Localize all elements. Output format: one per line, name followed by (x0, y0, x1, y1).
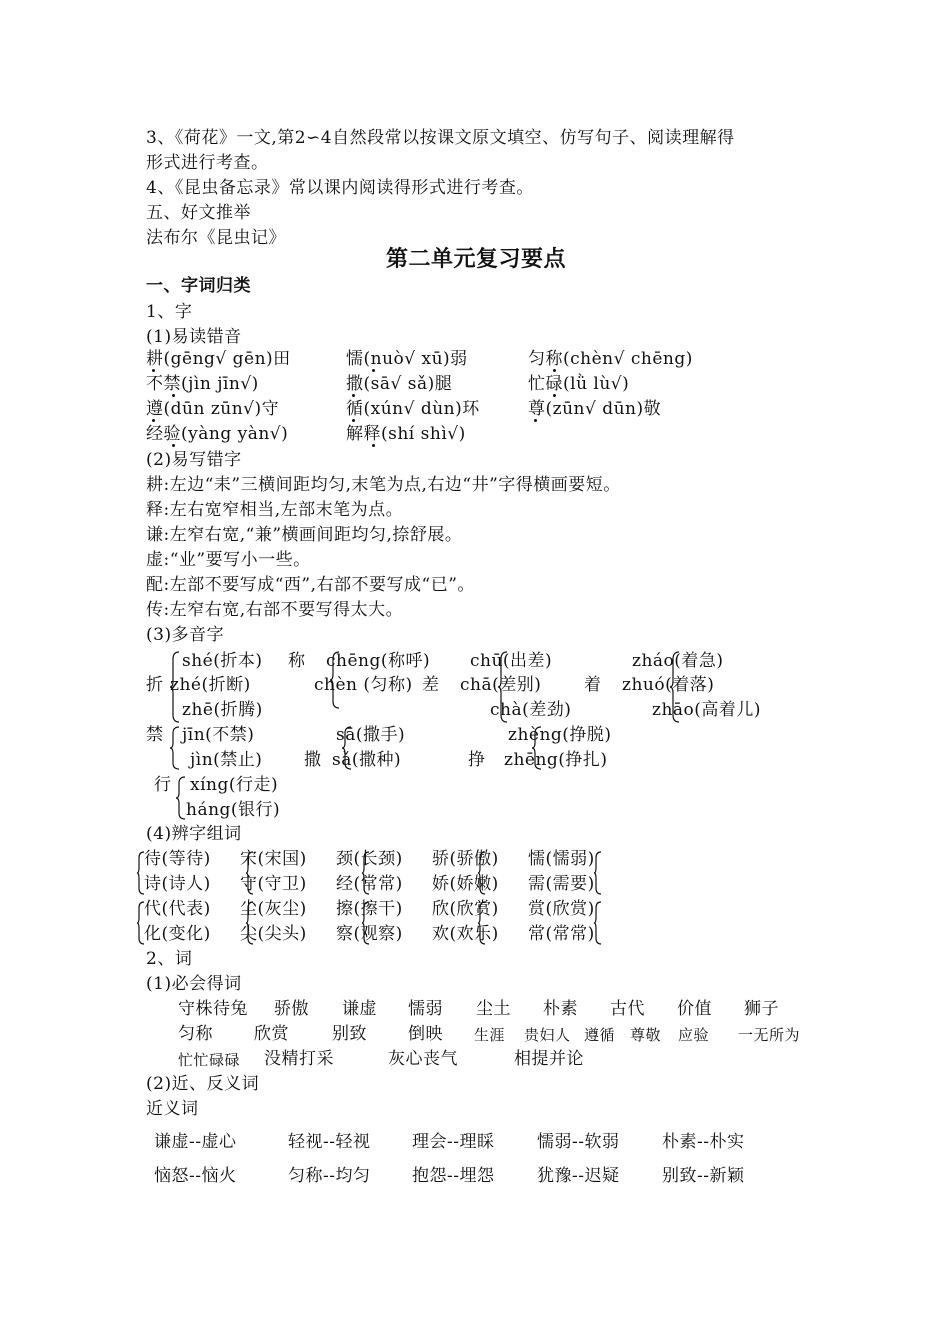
word-pair-item: 待(等待) (144, 849, 211, 869)
vocab-word: 灰心丧气 (388, 1049, 458, 1069)
page-title: 第二单元复习要点 (386, 247, 567, 272)
brace-icon (594, 901, 602, 945)
word-pair-item: 守(守卫) (240, 874, 307, 894)
intro-item-3-cont: 形式进行考查。 (146, 153, 269, 173)
synonym-subheading: 近义词 (146, 1099, 199, 1119)
word-pair-item: 诗(诗人) (144, 874, 211, 894)
vocab-word: 守株待兔 (178, 999, 248, 1019)
vocab-word: 骄傲 (274, 999, 309, 1019)
polyphone-reading: zhé(折断) (170, 675, 251, 695)
polyphone-reading: chū(出差) (470, 651, 553, 671)
miswritten-line: 配:左部不要写成“西”,右部不要写成“已”。 (146, 575, 475, 595)
word-pair-item: 经(常常) (336, 874, 403, 894)
pronunciation-item: 解释(shí shì√) (346, 424, 466, 444)
polyphone-reading: chēng(称呼) (326, 651, 431, 671)
polyphone-reading: xíng(行走) (190, 775, 279, 795)
brace-icon (170, 726, 180, 770)
miswritten-line: 虚:“业”要写小一些。 (146, 550, 311, 570)
vocab-word: 应验 (678, 1026, 710, 1044)
vocab-word: 懦弱 (408, 999, 443, 1019)
emphasis-dot (172, 444, 175, 447)
synonym-pair: 别致--新颖 (662, 1166, 745, 1186)
synonym-pair: 恼怒--恼火 (154, 1166, 237, 1186)
polyphone-reading: zhēng(挣扎) (504, 750, 608, 770)
word-pair-item: 骄(骄傲) (432, 849, 499, 869)
polyphone-char: 行 (154, 775, 172, 795)
synonym-pair: 轻视--轻视 (288, 1132, 371, 1152)
miswritten-line: 耕:左边“耒”三横间距均匀,末笔为点,右边“井”字得横画要短。 (146, 475, 621, 495)
emphasis-dot (534, 419, 537, 422)
vocab-word: 忙忙碌碌 (178, 1051, 241, 1069)
polyphone-heading: (3)多音字 (146, 625, 225, 645)
vocab-word: 尘土 (476, 999, 511, 1019)
vocab-word: 没精打采 (264, 1049, 334, 1069)
emphasis-dot (172, 394, 175, 397)
polyphone-reading: shé(折本) (182, 651, 263, 671)
pronunciation-item: 尊(zūn√ dūn)敬 (528, 399, 662, 419)
vocab-word: 价值 (677, 999, 712, 1019)
polyphone-char: 称 (288, 651, 306, 671)
vocab-word: 遵循 (584, 1026, 616, 1044)
polyphone-reading: sā(撒手) (336, 725, 406, 745)
pronunciation-item: 懦(nuò√ xū)弱 (346, 349, 468, 369)
word-pair-item: 娇(娇嫩) (432, 874, 499, 894)
word-pair-item: 擦(擦干) (336, 899, 403, 919)
polyphone-reading: jīn(不禁) (182, 725, 255, 745)
emphasis-dot (553, 394, 556, 397)
polyphone-char: 禁 (146, 725, 164, 745)
word-pair-item: 需(需要) (528, 874, 595, 894)
pronunciation-item: 撒(sā√ sǎ)腿 (346, 374, 453, 394)
synonym-antonym-heading: (2)近、反义词 (146, 1074, 260, 1094)
word-pair-item: 代(代表) (144, 899, 211, 919)
emphasis-dot (152, 369, 155, 372)
subsection-words: 2、词 (146, 949, 193, 969)
brace-icon (176, 776, 186, 820)
word-pair-item: 颈(长颈) (336, 849, 403, 869)
polyphone-reading: zhāo(高着儿) (652, 700, 762, 720)
intro-item-3: 3、《荷花》一文,第2∽4自然段常以按课文原文填空、仿写句子、阅读理解得 (146, 128, 735, 148)
word-pair-item: 宋(宋国) (240, 849, 307, 869)
word-pair-item: 察(观察) (336, 924, 403, 944)
vocab-word: 匀称 (178, 1024, 213, 1044)
subsection-characters: 1、字 (146, 302, 193, 322)
pronunciation-item: 遵(dūn zūn√)守 (146, 399, 280, 419)
vocab-word: 倒映 (408, 1024, 443, 1044)
polyphone-char: 着 (584, 675, 602, 695)
vocab-word: 狮子 (744, 999, 779, 1019)
polyphone-reading: zhuó(着落) (622, 675, 715, 695)
vocab-word: 生涯 (474, 1026, 506, 1044)
pronunciation-item: 循(xún√ dùn)环 (346, 399, 480, 419)
emphasis-dot (352, 394, 355, 397)
polyphone-char: 撒 (304, 750, 322, 770)
section-5-heading: 五、好文推举 (146, 203, 251, 223)
word-pair-item: 常(常常) (528, 924, 595, 944)
word-pair-item: 尖(尖头) (240, 924, 307, 944)
polyphone-reading: chèn (匀称) (314, 675, 413, 695)
must-know-heading: (1)必会得词 (146, 974, 242, 994)
synonym-pair: 懦弱--软弱 (537, 1132, 620, 1152)
polyphone-reading: jìn(禁止) (190, 750, 263, 770)
word-pair-item: 化(变化) (144, 924, 211, 944)
vocab-word: 尊敬 (630, 1026, 662, 1044)
polyphone-reading: zhē(折腾) (182, 700, 263, 720)
synonym-pair: 抱怨--埋怨 (412, 1166, 495, 1186)
emphasis-dot (352, 419, 355, 422)
miswritten-line: 谦:左窄右宽,“兼”横画间距均匀,捺舒展。 (146, 525, 463, 545)
synonym-pair: 朴素--朴实 (662, 1132, 745, 1152)
emphasis-dot (152, 419, 155, 422)
word-pair-item: 尘(灰尘) (240, 899, 307, 919)
vocab-word: 古代 (610, 999, 645, 1019)
pronunciation-item: 匀称(chèn√ chēng) (528, 349, 693, 369)
vocab-word: 朴素 (543, 999, 578, 1019)
vocab-word: 欣赏 (254, 1024, 289, 1044)
brace-icon (594, 851, 602, 895)
polyphone-reading: zháo(着急) (632, 651, 724, 671)
polyphone-reading: háng(银行) (186, 800, 281, 820)
pronunciation-item: 经验(yàng yàn√) (146, 424, 289, 444)
pronunciation-item: 忙碌(lǜ lù√) (528, 374, 630, 394)
word-pair-item: 赏(欣赏) (528, 899, 595, 919)
section-1-heading: 一、字词归类 (146, 276, 251, 296)
vocab-word: 别致 (332, 1024, 367, 1044)
synonym-pair: 犹豫--迟疑 (537, 1166, 620, 1186)
book-recommendation: 法布尔《昆虫记》 (146, 228, 286, 248)
polyphone-char: 折 (146, 675, 164, 695)
pronunciation-item: 耕(gēng√ gēn)田 (146, 349, 291, 369)
synonym-pair: 谦虚--虚心 (154, 1132, 237, 1152)
vocab-word: 相提并论 (514, 1049, 584, 1069)
pronunciation-heading: (1)易读错音 (146, 327, 242, 347)
polyphone-char: 挣 (468, 750, 486, 770)
vocab-word: 谦虚 (342, 999, 377, 1019)
synonym-pair: 匀称--均匀 (288, 1166, 371, 1186)
polyphone-reading: sǎ(撒种) (332, 750, 402, 770)
vocab-word: 一无所为 (738, 1026, 801, 1044)
polyphone-reading: chà(差劲) (490, 700, 572, 720)
polyphone-reading: zhèng(挣脱) (508, 725, 612, 745)
emphasis-dot (372, 369, 375, 372)
miswritten-heading: (2)易写错字 (146, 450, 242, 470)
pronunciation-item: 不禁(jìn jīn√) (146, 374, 259, 394)
polyphone-reading: chā(差别) (460, 675, 542, 695)
vocab-word: 贵妇人 (524, 1026, 571, 1044)
miswritten-line: 释:左右宽窄相当,左部末笔为点。 (146, 500, 404, 520)
synonym-pair: 理会--理睬 (412, 1132, 495, 1152)
emphasis-dot (553, 369, 556, 372)
miswritten-line: 传:左窄右宽,右部不要写得太大。 (146, 600, 404, 620)
emphasis-dot (372, 444, 375, 447)
distinguish-heading: (4)辨字组词 (146, 824, 242, 844)
word-pair-item: 欣(欣赏) (432, 899, 499, 919)
intro-item-4: 4、《昆虫备忘录》常以课内阅读得形式进行考查。 (146, 178, 534, 198)
word-pair-item: 欢(欢乐) (432, 924, 499, 944)
word-pair-item: 懦(懦弱) (528, 849, 595, 869)
polyphone-char: 差 (422, 675, 440, 695)
